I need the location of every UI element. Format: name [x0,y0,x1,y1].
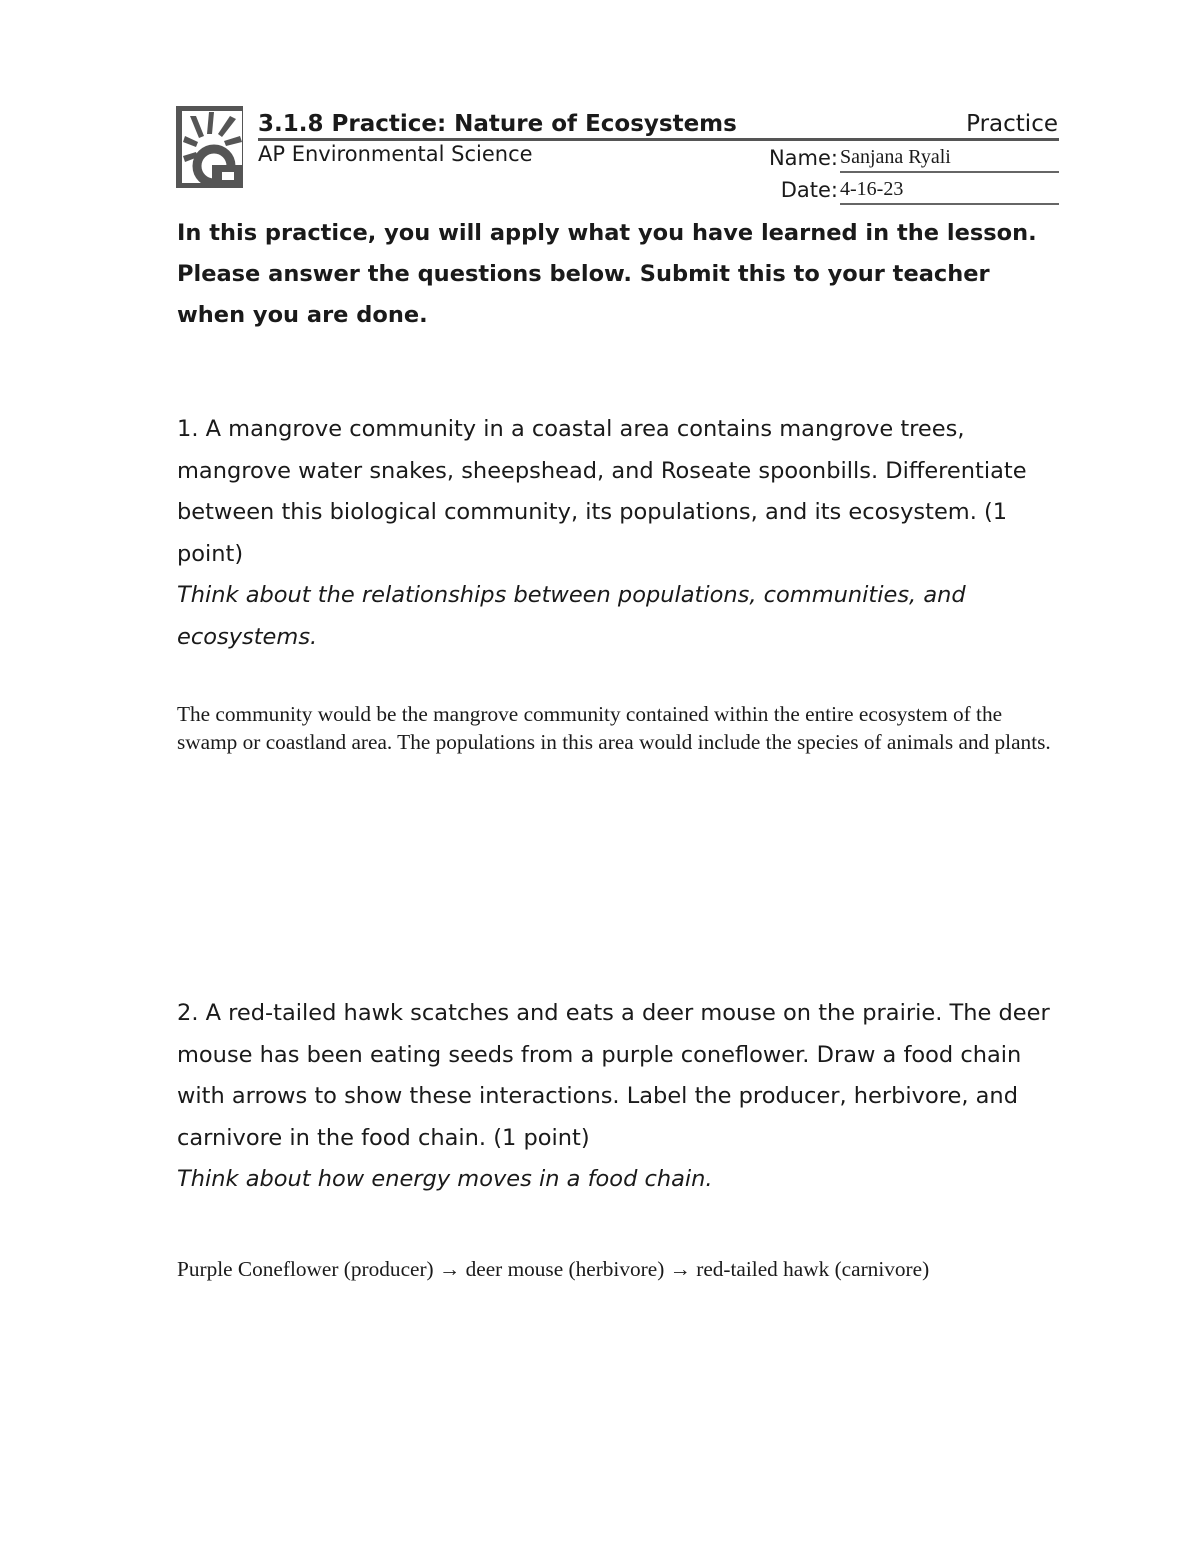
question-2-answer[interactable]: Purple Coneflower (producer) → deer mouse (herbivore) → red-tailed hawk (carnivore) [177,1257,930,1281]
date-field[interactable]: 4-16-23 [840,175,1059,205]
name-label: Name: [768,146,838,170]
question-2-hint: Think about how energy moves in a food chain. [177,1166,713,1192]
question-1 [177,409,1057,658]
question-1-text: 1. A mangrove community in a coastal area contains mangrove trees, mangrove water snakes, sheepshead, and Roseate spoonbills. Differentiate between this biological community, its populations, and its ecosystem. (1 point) [177,416,1027,567]
date-label: Date: [780,178,838,202]
instructions: In this practice, you will apply what you have learned in the lesson. Please answer the questions below. Submit this to your teacher when you are done. [177,220,1037,328]
document-type-label: Practice [966,111,1058,137]
question-2 [177,993,1057,1201]
question-1-answer[interactable]: The community would be the mangrove community contained within the entire ecosystem of the swamp or coastland area. The populations in this area would include the species of animals and plants. [177,702,1051,754]
question-1-hint: Think about the relationships between populations, communities, and ecosystems. [177,582,966,650]
sun-logo-icon [176,106,243,188]
course-name: AP Environmental Science [258,142,533,166]
document-title: 3.1.8 Practice: Nature of Ecosystems [258,111,737,137]
name-field[interactable]: Sanjana Ryali [840,143,1059,173]
question-2-text: 2. A red-tailed hawk scatches and eats a deer mouse on the prairie. The deer mouse has been eating seeds from a purple coneflower. Draw a food chain with arrows to show these interactions. Label the producer, herbivore, and carnivore in the food chain. (1 point) [177,1000,1050,1151]
